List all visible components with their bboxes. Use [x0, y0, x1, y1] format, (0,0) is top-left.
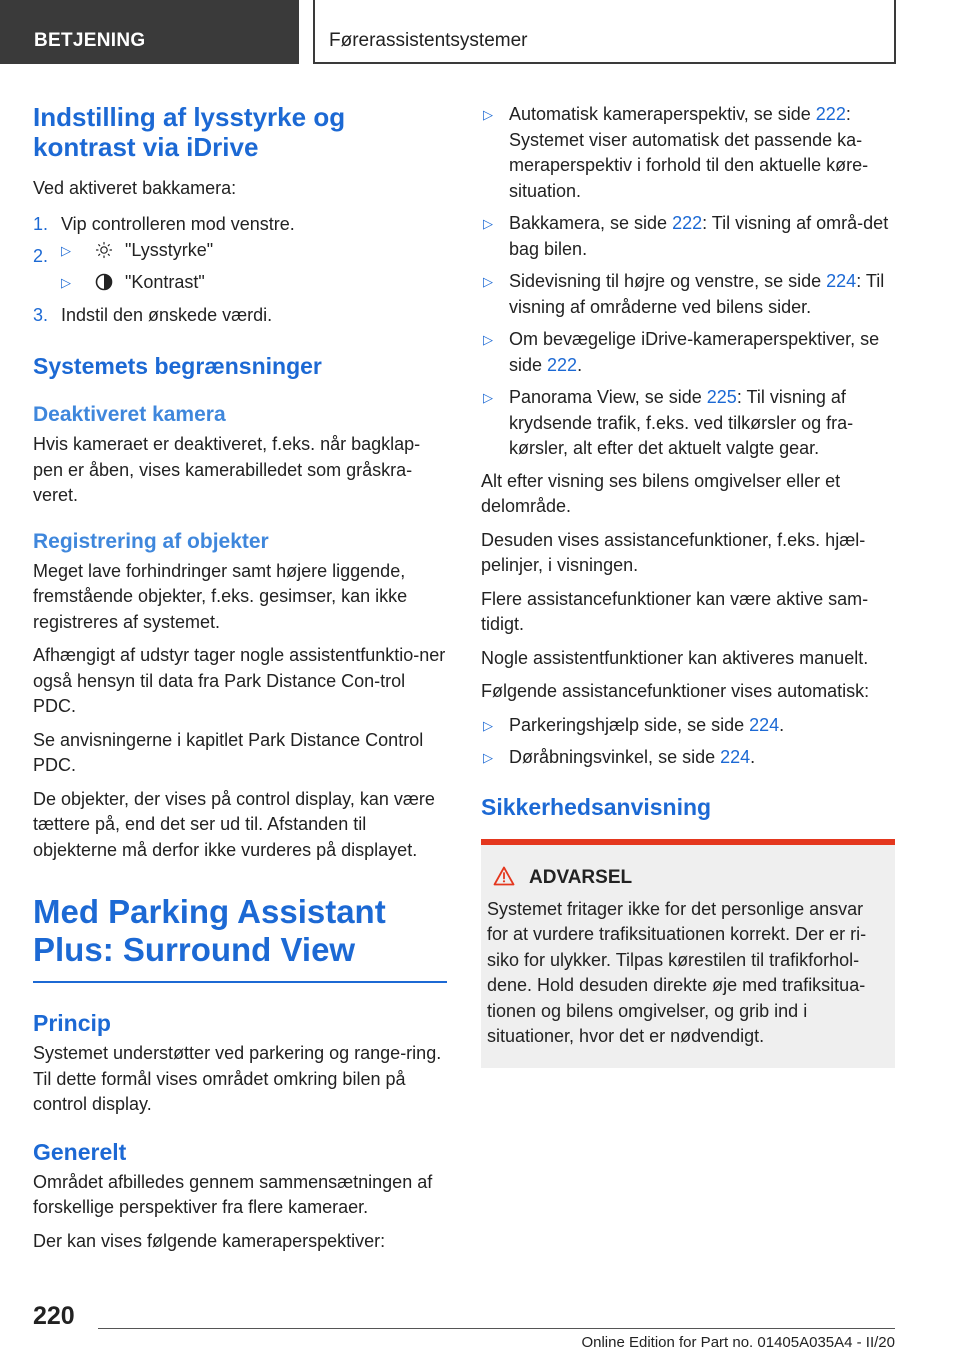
step-text: Vip controlleren mod venstre. — [61, 213, 295, 234]
warning-box — [481, 839, 895, 1068]
page-link[interactable]: 224 — [826, 271, 857, 291]
step-number: 3. — [33, 304, 49, 325]
step-number: 1. — [33, 213, 49, 234]
text-general-2: Der kan vises følgende kameraperspektiver: — [33, 1230, 386, 1251]
page-link[interactable]: 224 — [749, 714, 780, 735]
triangle-bullet-icon: ▷ — [483, 332, 493, 347]
step-3 — [33, 303, 447, 329]
page-link[interactable]: 222 — [672, 213, 703, 233]
list-item-text: Om bevægelige iDrive-kameraperspektiver, se side — [509, 329, 880, 375]
text-right-3: Flere assistancefunktioner kan være aktive sam-tidigt. — [481, 588, 869, 634]
text-registration-3: Se anvisningerne i kapitlet Park Distance Control PDC. — [33, 729, 424, 775]
list-item — [481, 745, 895, 771]
left-column — [33, 102, 447, 1262]
page-header — [0, 0, 960, 66]
list-item-text: Panorama View, se side — [509, 387, 707, 407]
sun-icon — [95, 241, 113, 259]
warning-triangle-icon — [493, 866, 515, 886]
sub-item-text: "Kontrast" — [125, 272, 205, 292]
contrast-icon — [95, 273, 113, 291]
list-item — [481, 713, 895, 739]
triangle-bullet-icon: ▷ — [483, 390, 493, 405]
list-item — [481, 269, 895, 320]
heading-principle: Princip — [33, 1010, 111, 1036]
text-deactivated: Hvis kameraet er deaktiveret, f.eks. når bagklap-pen er åben, vises kamerabilledet som gråskra-veret. — [33, 434, 421, 505]
text-registration-1: Meget lave forhindringer samt højere liggende, fremstående objekter, f.eks. gesimser, kan ikke registreres af systemet. — [33, 560, 408, 632]
page-link[interactable]: 222 — [547, 354, 578, 375]
warning-title-text: ADVARSEL — [529, 866, 633, 888]
text-registration-4: De objekter, der vises på control display, kan være tættere på, end det ser ud til. Afstanden til objekterne må derfor ikke vurderes på displayet. — [33, 788, 435, 860]
triangle-bullet-icon: ▷ — [483, 107, 493, 122]
warning-text: Systemet fritager ikke for det personlige ansvar for at vurdere trafiksituationen korrekt. Der er ri-siko for ulykker. Tilpas kørestilen til trafikforhol-dene. Hold desuden direkte øje med trafiksitua-tionen og bilens omgivelser, og grib ind i situationer, hvor det er nødvendigt. — [487, 898, 867, 1046]
footer-rule — [98, 1328, 895, 1329]
heading-limits: Systemets begrænsninger — [33, 353, 322, 379]
section-tab: BETJENING — [0, 0, 299, 64]
sub-item-brightness — [33, 238, 447, 264]
text-principle: Systemet understøtter ved parkering og range-ring. Til dette formål vises området omkring bilen på control display. — [33, 1043, 442, 1114]
triangle-bullet-icon: ▷ — [483, 717, 493, 733]
chapter-title: Førerassistentsystemer — [313, 0, 896, 64]
page-link[interactable]: 222 — [815, 104, 846, 124]
sub-item-text: "Lysstyrke" — [125, 239, 214, 260]
text-brightness-intro: Ved aktiveret bakkamera: — [33, 178, 237, 198]
heading-deactivated: Deaktiveret kamera — [33, 403, 226, 426]
triangle-bullet-icon: ▷ — [483, 216, 493, 231]
page-link[interactable]: 224 — [720, 747, 751, 767]
triangle-bullet-icon: ▷ — [61, 275, 71, 290]
text-right-1: Alt efter visning ses bilens omgivelser eller et delområde. — [481, 470, 841, 516]
text-right-2: Desuden vises assistancefunktioner, f.eks. hjæl-pelinjer, i visningen. — [481, 529, 866, 575]
list-item — [481, 211, 895, 262]
text-right-5: Følgende assistancefunktioner vises automatisk: — [481, 681, 870, 701]
heading-rule — [33, 981, 447, 983]
list-item-text: Parkeringshjælp side, se side — [509, 714, 750, 735]
list-item-text: . — [779, 714, 785, 735]
list-item — [481, 102, 895, 204]
list-item — [481, 327, 895, 378]
warning-title — [487, 865, 889, 891]
heading-registration: Registrering af objekter — [33, 529, 269, 553]
triangle-bullet-icon: ▷ — [483, 750, 493, 765]
right-column — [481, 102, 895, 1068]
heading-brightness: Indstilling af lysstyrke og kontrast via iDrive — [33, 102, 346, 162]
heading-safety: Sikkerhedsanvisning — [481, 793, 712, 820]
footer-edition: Online Edition for Part no. 01405A035A4 - II/20 — [581, 1334, 895, 1351]
sub-item-contrast — [33, 270, 447, 296]
list-item-text: . — [750, 747, 756, 767]
list-item — [481, 385, 895, 462]
step-text: Indstil den ønskede værdi. — [61, 304, 273, 325]
text-registration-2: Afhængigt af udstyr tager nogle assistentfunktio-ner også hensyn til data fra Park Distance Con-trol PDC. — [33, 645, 446, 716]
page-number: 220 — [33, 1302, 75, 1330]
step-number: 2. — [33, 246, 49, 266]
heading-surround-view: Med Parking Assistant Plus: Surround View — [33, 893, 386, 968]
triangle-bullet-icon: ▷ — [61, 242, 71, 258]
step-1 — [33, 212, 447, 238]
list-item-text: Døråbningsvinkel, se side — [509, 747, 721, 767]
list-item-text: : Til visning af områderne ved bilens sider. — [509, 271, 885, 317]
list-item-text: : Systemet viser automatisk det passende ka-meraperspektiv i forhold til den aktuelle køre-situation. — [509, 104, 869, 201]
text-general-1: Området afbilledes gennem sammensætningen af forskellige perspektiver fra flere kameraer. — [33, 1171, 433, 1217]
list-item-text: Automatisk kameraperspektiv, se side — [509, 104, 816, 124]
list-item-text: : Til visning af krydsende trafik, f.eks. ved tilkørsler og fra-kørsler, alt efter det aktuelt valgte gear. — [509, 387, 854, 458]
list-item-text: : Til visning af områ-det bag bilen. — [509, 213, 889, 259]
triangle-bullet-icon: ▷ — [483, 274, 493, 289]
list-item-text: Sidevisning til højre og venstre, se side — [509, 271, 827, 291]
list-item-text: Bakkamera, se side — [509, 213, 673, 233]
heading-general: Generelt — [33, 1138, 127, 1165]
text-right-4: Nogle assistentfunktioner kan aktiveres manuelt. — [481, 647, 869, 668]
page-link[interactable]: 225 — [706, 387, 737, 407]
list-item-text: . — [577, 354, 583, 375]
